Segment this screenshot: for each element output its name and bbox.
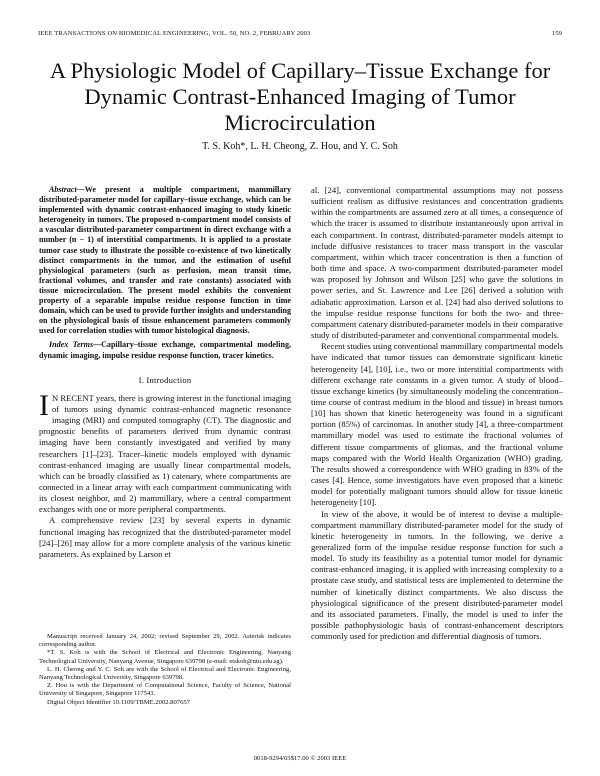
intro-paragraph-2: A comprehensive review [23] by several experts in dynamic functional imaging has recognized that the distributed-parameter model [24]–[26] may allow for a more complete analysis of the various kinetic parameters. As explained by Larson et [39,515,291,559]
paper-title: A Physiologic Model of Capillary–Tissue Exchange for Dynamic Contrast-Enhanced Imaging of Tumor Microcirculation [49,58,551,135]
journal-header: IEEE TRANSACTIONS ON BIOMEDICAL ENGINEERING, VOL. 50, NO. 2, FEBRUARY 2003 [38,30,311,37]
right-paragraph-3: In view of the above, it would be of interest to devise a multiple-compartment mammillary distributed-parameter model for the study of kinetic heterogeneity in tumors. In the following, we derive a generalized form of the impulse residue response function for such a model. To study its feasibility as a potential tumor model for dynamic contrast-enhanced imaging, it is applied with increasing complexity to a prostate case study, and statistical tests are implemented to determine the number of kinetically distinct compartments. We also discuss the physiological significance of the present distributed-parameter model and its associated parameters. Finally, the model is used to infer the possible pathophysiologic basis of contrast-enhancement descriptors commonly used for prediction and differential diagnosis of tumors. [311,508,563,642]
footnote-author-hou: Z. Hou is with the Department of Computational Science, Faculty of Science, National University of Singapore, Singapore 117543. [39,682,291,698]
section-heading: I. Introduction [138,374,192,385]
right-paragraph-1: al. [24], conventional compartmental assumptions may not possess sufficient realism as diffusive resistances and concentration gradients within the compartments are assumed zero at all times, a consequence of which the tracer is assumed to distribute instantaneously upon arrival in each compartment. In contrast, distributed-parameter models attempt to include diffusive resistances to tracer mass transport in the vascular compartment, within which tracer concentration is then a function of both time and space. A two-compartment distributed-parameter model was proposed by Johnson and Wilson [25] who gave the solutions in power series, and St. Lawrence and Lee [26] derived a solution with adiabatic approximation. Larson et al. [24] had also derived solutions to the impulse residue response functions for both the two- and three-compartment catenary distributed-parameter models in their comparative study of distributed-parameter and conventional compartmental models. [311,185,563,341]
index-terms-text: Capillary–tissue exchange, compartmental modeling, dynamic imaging, impulse residue response function, tracer kinetics. [39,340,291,360]
abstract [39,185,291,336]
abstract-label: Abstract— [49,185,85,194]
copyright-footer: 0018-9294/03$17.00 © 2003 IEEE [253,755,347,762]
drop-cap: I [39,388,49,422]
footnote-manuscript: Manuscript received January 24, 2002; revised September 29, 2002. Asterisk indicates corresponding author. [39,633,291,649]
intro-paragraph-1-text: N RECENT years, there is growing interest in the functional imaging of tumors using dynamic contrast-enhanced magnetic resonance imaging (MRI) and computed tomography (CT). The diagnostic and prognostic benefits of parameters derived from dynamic contrast imaging have been constantly investigated and verified by many researchers [1]–[23]. Tracer–kinetic models employed with dynamic contrast-enhanced imaging are usually linear compartmental models, which can be broadly classified as 1) catenary, where compartments are connected in a linear array with each compartment communicating with its closest neighbor, and 2) mammillary, where a central compartment exchanges with one or more peripheral compartments. [39,392,291,515]
index-terms [39,340,291,360]
abstract-text: We present a multiple compartment, mammillary distributed-parameter model for capillary–tissue exchange, which can be implemented with dynamic contrast-enhanced imaging to study kinetic heterogeneity in tumors. The proposed n-compartment model consists of a vascular distributed-parameter compartment in direct exchange with a number (n − 1) of interstitial compartments. It is applied to a prostate tumor case study to illustrate the possible co-existence of two kinetically distinct compartments in the tumor, and the estimation of useful physiological parameters (such as perfusion, mean transit time, fractional volumes, and transfer and rate constants) associated with tissue microcirculation. The present model exhibits the convenient property of a separable impulse residue response function in time domain, which can be used to provide further insights and understanding on the physiological basis of tissue enhancement parameters commonly used for correlation studies with tumor histological diagnosis. [39,185,291,336]
footnotes [39,633,291,707]
footnote-author-cheong-soh: L. H. Cheong and Y. C. Soh are with the School of Electrical and Electronic Engineering, Nanyang Technological University, Singapore 639798. [39,665,291,682]
footnote-doi: Digital Object Identifier 10.1109/TBME.2002.807657 [47,698,190,706]
right-column [311,185,563,642]
left-column [39,185,291,560]
author-list: T. S. Koh*, L. H. Cheong, Z. Hou, and Y. C. Soh [202,141,398,152]
index-terms-label: Index Terms— [49,340,102,350]
footnote-author-koh: *T. S. Koh is with the School of Electrical and Electronic Engineering, Nanyang Technological University, Nanyang Avenue, Singapore 639798 (e-mail: etskoh@ntu.edu.sg). [39,649,291,665]
page-number: 159 [551,30,562,37]
intro-paragraph-1 [39,388,291,516]
running-header [38,30,562,37]
right-paragraph-2: Recent studies using conventional mammillary compartmental models have indicated that tumor tissues can demonstrate significant kinetic heterogeneity [4], [10], i.e., two or more interstitial compartments with different exchange rate constants in a given tumor. A study of blood–tissue exchange kinetics (by simultaneously modeling the concentration–time course of contrast medium in the blood and tissue) in breast tumors [10] has shown that kinetic heterogeneity was found in a significant portion (85%) of carcinomas. In another study [4], a three-compartment mammillary model was used to estimate the fractional volumes of different tissue compartments of gliomas, and the fractional volume maps compared with the World Health Organization (WHO) grading. The results showed a correspondence with WHO grading in 83% of the cases [4]. Hence, some investigators have even proposed that a kinetic model for potentially malignant tumors should allow for tissue kinetic heterogeneity [10]. [311,341,564,508]
